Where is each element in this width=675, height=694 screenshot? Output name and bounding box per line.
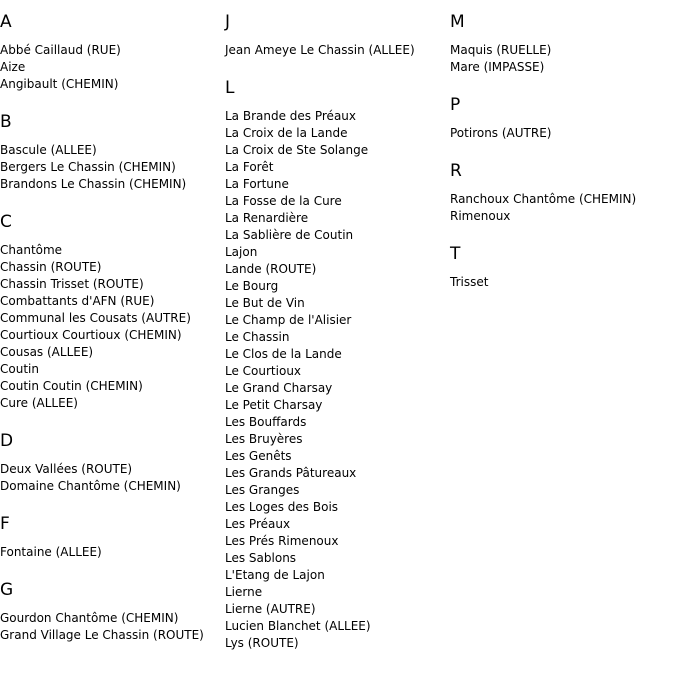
street-item-lajon: Lajon: [225, 245, 258, 259]
index-column-1: [0, 0, 220, 644]
letter-heading: B: [0, 112, 12, 132]
street-item-le-courtioux: Le Courtioux: [225, 364, 302, 378]
street-item-la-fosse-de-la-cure: La Fosse de la Cure: [225, 194, 342, 208]
street-item-la-foret: La Forêt: [225, 160, 274, 174]
index-column-2: [225, 0, 445, 652]
letter-section-j: [225, 12, 445, 59]
street-item-lys-route: Lys (ROUTE): [225, 636, 299, 650]
street-item-rimenoux: Rimenoux: [450, 209, 511, 223]
street-list: [450, 191, 670, 225]
street-item-la-sabliere-de-coutin: La Sablière de Coutin: [225, 228, 354, 242]
street-item-la-croix-de-ste-solange: La Croix de Ste Solange: [225, 143, 369, 157]
street-item-lucien-blanchet-allee: Lucien Blanchet (ALLEE): [225, 619, 371, 633]
letter-section-c: [0, 212, 220, 412]
letter-heading: M: [450, 12, 465, 32]
street-item-brandons-le-chassin-chemin: Brandons Le Chassin (CHEMIN): [0, 177, 187, 191]
street-item-lande-route: Lande (ROUTE): [225, 262, 317, 276]
street-item-chassin-trisset-route: Chassin Trisset (ROUTE): [0, 277, 144, 291]
street-item-les-bruyeres: Les Bruyères: [225, 432, 303, 446]
street-list: [225, 108, 445, 652]
street-item-lierne: Lierne: [225, 585, 263, 599]
street-list: [0, 610, 220, 644]
street-item-lierne-autre: Lierne (AUTRE): [225, 602, 316, 616]
street-list: [450, 42, 670, 76]
street-item-le-bourg: Le Bourg: [225, 279, 279, 293]
street-item-jean-ameye-le-chassin-allee: Jean Ameye Le Chassin (ALLEE): [225, 43, 415, 57]
letter-section-b: [0, 112, 220, 193]
street-item-grand-village-le-chassin-route: Grand Village Le Chassin (ROUTE): [0, 628, 204, 642]
street-item-bergers-le-chassin-chemin: Bergers Le Chassin (CHEMIN): [0, 160, 176, 174]
street-item-mare-impasse: Mare (IMPASSE): [450, 60, 545, 74]
street-list: [0, 544, 220, 561]
letter-heading: F: [0, 514, 10, 534]
street-item-potirons-autre: Potirons (AUTRE): [450, 126, 552, 140]
letter-heading: A: [0, 12, 12, 32]
street-item-les-pres-rimenoux: Les Prés Rimenoux: [225, 534, 339, 548]
street-item-la-brande-des-preaux: La Brande des Préaux: [225, 109, 356, 123]
street-item-trisset: Trisset: [450, 275, 489, 289]
street-item-domaine-chantome-chemin: Domaine Chantôme (CHEMIN): [0, 479, 181, 493]
letter-section-r: [450, 161, 670, 225]
street-item-courtioux-courtioux-chemin: Courtioux Courtioux (CHEMIN): [0, 328, 182, 342]
letter-heading: C: [0, 212, 12, 232]
street-list: [0, 242, 220, 412]
street-item-deux-vallees-route: Deux Vallées (ROUTE): [0, 462, 133, 476]
letter-heading: G: [0, 580, 14, 600]
street-item-le-champ-de-l-alisier: Le Champ de l'Alisier: [225, 313, 352, 327]
street-item-la-fortune: La Fortune: [225, 177, 289, 191]
index-column-3: [450, 0, 670, 291]
street-item-fontaine-allee: Fontaine (ALLEE): [0, 545, 102, 559]
street-item-la-renardiere: La Renardière: [225, 211, 309, 225]
street-item-chassin-route: Chassin (ROUTE): [0, 260, 102, 274]
letter-section-f: [0, 514, 220, 561]
street-item-les-bouffards: Les Bouffards: [225, 415, 307, 429]
street-item-communal-les-cousats-autre: Communal les Cousats (AUTRE): [0, 311, 191, 325]
street-item-cure-allee: Cure (ALLEE): [0, 396, 78, 410]
letter-heading: R: [450, 161, 462, 181]
street-item-angibault-chemin: Angibault (CHEMIN): [0, 77, 119, 91]
street-item-chantome: Chantôme: [0, 243, 63, 257]
street-item-la-croix-de-la-lande: La Croix de la Lande: [225, 126, 348, 140]
letter-heading: P: [450, 95, 461, 115]
street-item-le-but-de-vin: Le But de Vin: [225, 296, 305, 310]
street-item-maquis-ruelle: Maquis (RUELLE): [450, 43, 552, 57]
letter-section-d: [0, 431, 220, 495]
street-item-les-preaux: Les Préaux: [225, 517, 291, 531]
street-item-ranchoux-chantome-chemin: Ranchoux Chantôme (CHEMIN): [450, 192, 637, 206]
street-item-bascule-allee: Bascule (ALLEE): [0, 143, 97, 157]
street-item-coutin-coutin-chemin: Coutin Coutin (CHEMIN): [0, 379, 143, 393]
street-item-le-petit-charsay: Le Petit Charsay: [225, 398, 323, 412]
street-item-les-granges: Les Granges: [225, 483, 300, 497]
street-list: [0, 42, 220, 93]
street-list: [225, 42, 445, 59]
street-item-abbe-caillaud-rue: Abbé Caillaud (RUE): [0, 43, 121, 57]
letter-heading: J: [225, 12, 231, 32]
street-list: [0, 142, 220, 193]
letter-section-g: [0, 580, 220, 644]
letter-section-t: [450, 244, 670, 291]
street-item-le-chassin: Le Chassin: [225, 330, 290, 344]
street-item-aize: Aize: [0, 60, 26, 74]
letter-heading: L: [225, 78, 235, 98]
letter-heading: T: [450, 244, 461, 264]
street-item-les-sablons: Les Sablons: [225, 551, 297, 565]
street-item-gourdon-chantome-chemin: Gourdon Chantôme (CHEMIN): [0, 611, 179, 625]
street-item-les-grands-patureaux: Les Grands Pâtureaux: [225, 466, 357, 480]
street-item-les-genets: Les Genêts: [225, 449, 292, 463]
street-item-les-loges-des-bois: Les Loges des Bois: [225, 500, 339, 514]
street-list: [0, 461, 220, 495]
street-item-le-grand-charsay: Le Grand Charsay: [225, 381, 333, 395]
street-item-l-etang-de-lajon: L'Etang de Lajon: [225, 568, 325, 582]
letter-section-m: [450, 12, 670, 76]
street-item-le-clos-de-la-lande: Le Clos de la Lande: [225, 347, 342, 361]
street-list: [450, 274, 670, 291]
street-item-combattants-d-afn-rue: Combattants d'AFN (RUE): [0, 294, 155, 308]
letter-section-a: [0, 12, 220, 93]
street-item-cousas-allee: Cousas (ALLEE): [0, 345, 94, 359]
letter-heading: D: [0, 431, 14, 451]
letter-section-p: [450, 95, 670, 142]
street-item-coutin: Coutin: [0, 362, 39, 376]
street-list: [450, 125, 670, 142]
letter-section-l: [225, 78, 445, 652]
